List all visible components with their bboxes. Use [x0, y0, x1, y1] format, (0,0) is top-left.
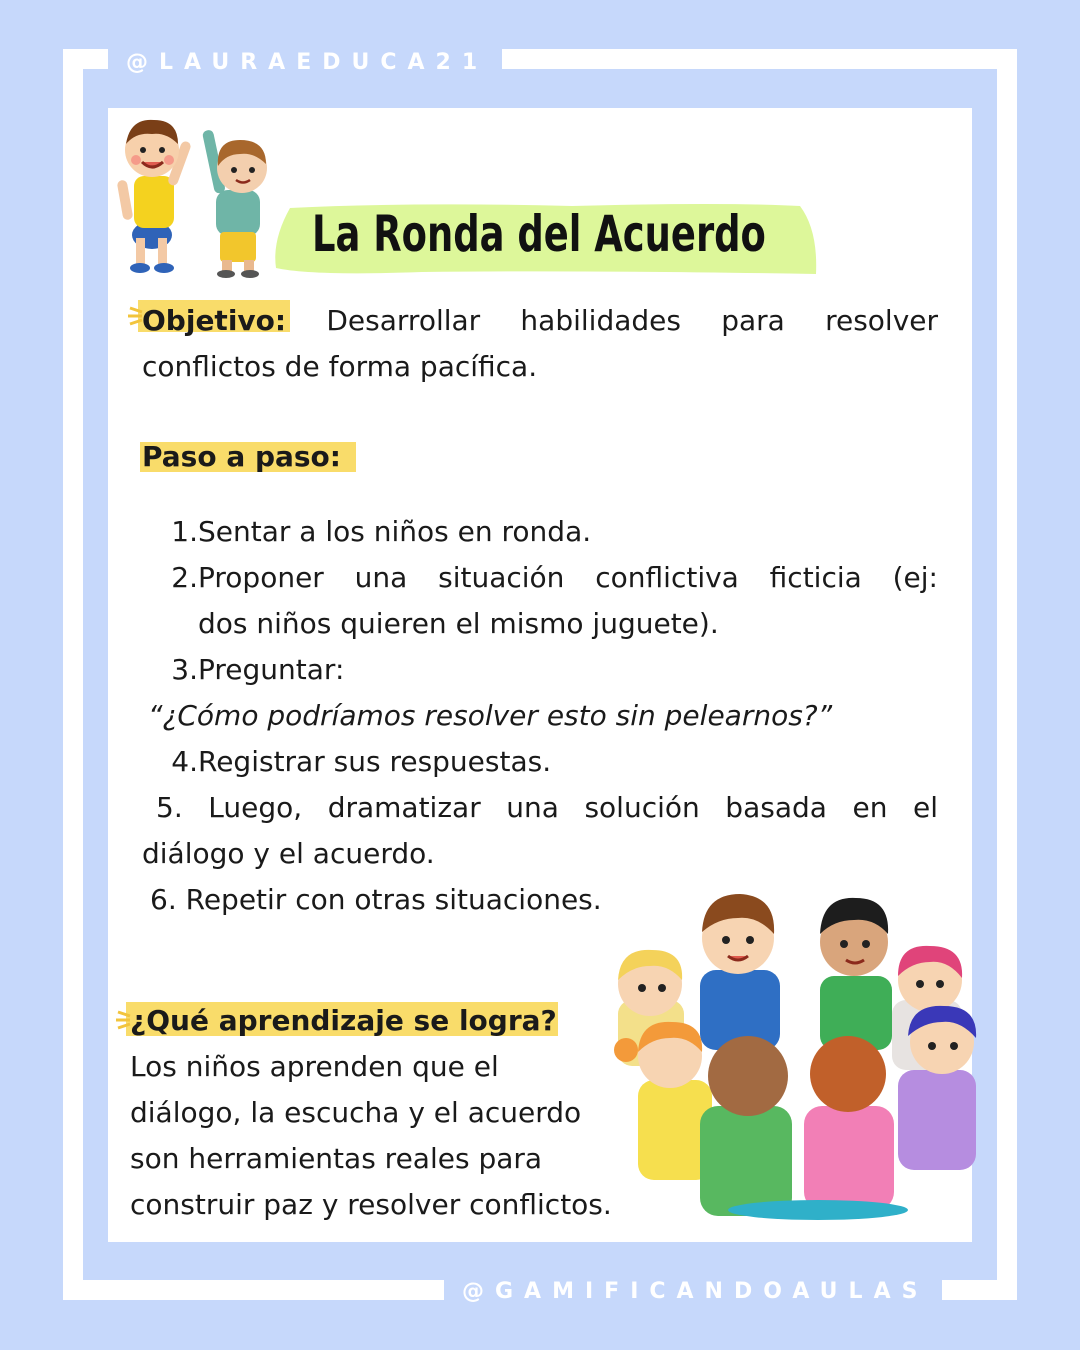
- step-3-quote: “¿Cómo podríamos resolver esto sin pelearnos?”: [148, 699, 833, 732]
- step-number: 1.: [171, 515, 198, 548]
- learning-line-3: son herramientas reales para: [130, 1142, 543, 1175]
- objective-label: Objetivo:: [142, 304, 287, 337]
- objective-line-1: [142, 298, 938, 344]
- learning-line-2: diálogo, la escucha y el acuerdo: [130, 1096, 582, 1129]
- objective-text: Desarrollar habilidades para resolver: [326, 304, 939, 337]
- step-2: [142, 555, 938, 601]
- objective-line-2: conflictos de forma pacífica.: [142, 350, 538, 383]
- page-title: La Ronda del Acuerdo: [312, 205, 766, 263]
- step-number: 4.: [171, 745, 198, 778]
- kids-high-five-illustration: [112, 110, 282, 280]
- step-number: 3.: [171, 653, 198, 686]
- children-circle-illustration: [608, 880, 998, 1230]
- step-6: 6. Repetir con otras situaciones.: [150, 883, 602, 916]
- step-3: [142, 647, 344, 693]
- learning-line-1: Los niños aprenden que el: [130, 1050, 499, 1083]
- watermark-top: @LAURAEDUCA21: [108, 48, 502, 78]
- step-text: Sentar a los niños en ronda.: [198, 515, 592, 548]
- step-text: Proponer una situación conflictiva ficticia (ej:: [198, 561, 938, 594]
- watermark-bottom: @GAMIFICANDOAULAS: [444, 1277, 942, 1307]
- step-text: Registrar sus respuestas.: [198, 745, 552, 778]
- learning-line-4: construir paz y resolver conflictos.: [130, 1188, 612, 1221]
- learning-heading: ¿Qué aprendizaje se logra?: [130, 1004, 557, 1037]
- steps-heading: Paso a paso:: [142, 440, 341, 473]
- step-1: [142, 509, 591, 555]
- step-text: Preguntar:: [198, 653, 345, 686]
- step-4: [142, 739, 551, 785]
- step-number: 2.: [171, 561, 198, 594]
- step-2-continued: dos niños quieren el mismo juguete).: [198, 607, 719, 640]
- step-5-continued: diálogo y el acuerdo.: [142, 837, 435, 870]
- step-5: 5. Luego, dramatizar una solución basada en el: [156, 791, 938, 824]
